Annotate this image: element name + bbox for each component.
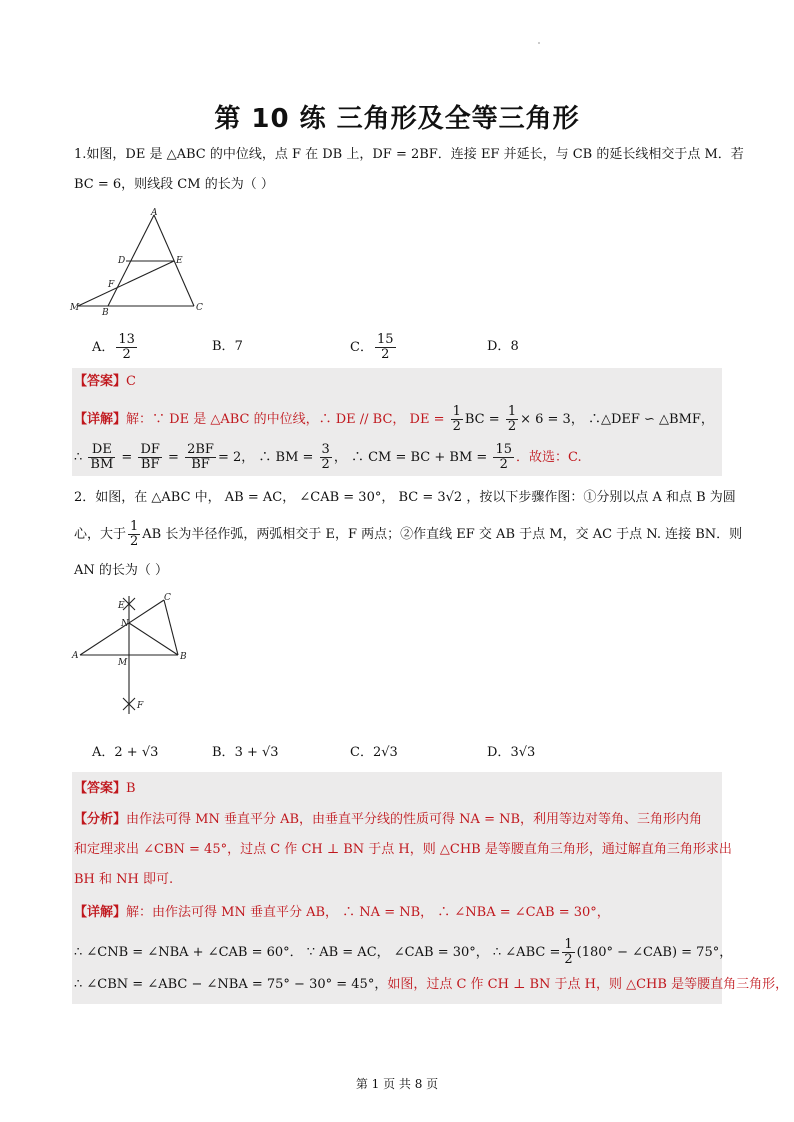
q2-analysis-line3: BH 和 NH 即可. bbox=[74, 872, 174, 887]
q1-answer: 【答案】C bbox=[74, 374, 136, 389]
q1-line-em bbox=[78, 261, 174, 306]
q2-stem-line2: 心，大于 $\frac{1}{2}$ AB 长为半径作弧，两弧相交于 E，F 两点；②作直线 EF 交 AB 于点 M，交 AC 于点 N. 连接 BN．则 bbox=[74, 519, 743, 549]
q1-label-b: B bbox=[102, 308, 109, 318]
q1-label-f: F bbox=[108, 280, 115, 290]
q2-label-c: C bbox=[164, 593, 171, 603]
q2-figure bbox=[66, 588, 206, 722]
q1-figure bbox=[66, 206, 206, 318]
q1-label-c: C bbox=[196, 303, 203, 313]
q1-label-m: M bbox=[70, 303, 80, 313]
q2-detail-line2: ∴ ∠CNB = ∠NBA + ∠CAB = 60°． ∵ AB = AC， ∠CAB = 30°， ∴ ∠ABC = $\frac{1}{2}$ (180° − ∠CAB) = 75°， bbox=[74, 937, 733, 967]
page-title: 第 10 练 三角形及全等三角形 bbox=[214, 104, 580, 134]
q2-stem-line1: 2．如图，在 △ABC 中， AB = AC， ∠CAB = 30°， BC = 3√2 ，按以下步骤作图：①分别以点 A 和点 B 为圆 bbox=[74, 490, 736, 505]
q2-label-n: N bbox=[121, 619, 129, 629]
q1-option-c[interactable]: C． $\frac{15}{2}$ bbox=[350, 332, 394, 362]
q2-label-b: B bbox=[180, 652, 187, 662]
q1-label-d: D bbox=[118, 256, 126, 266]
page-footer: 第 1 页 共 8 页 bbox=[355, 1077, 439, 1091]
q2-label-m: M bbox=[118, 658, 128, 668]
q2-label-a: A bbox=[72, 651, 79, 661]
q1-label-e: E bbox=[176, 256, 183, 266]
q2-answer: 【答案】B bbox=[74, 781, 136, 796]
q1-stem-line2: BC = 6，则线段 CM 的长为（ ） bbox=[74, 177, 274, 192]
scan-dot bbox=[538, 42, 540, 44]
q2-option-b[interactable]: B．3 + √3 bbox=[212, 745, 279, 760]
q2-analysis-line2: 和定理求出 ∠CBN = 45°，过点 C 作 CH ⊥ BN 于点 H，则 △CHB 是等腰直角三角形，通过解直角三角形求出 bbox=[74, 842, 732, 857]
q2-option-c[interactable]: C．2√3 bbox=[350, 745, 398, 760]
q2-detail-line1: 【详解】解：由作法可得 MN 垂直平分 AB， ∴ NA = NB， ∴ ∠NBA = ∠CAB = 30°， bbox=[74, 905, 610, 920]
q2-analysis-line1: 【分析】由作法可得 MN 垂直平分 AB，由垂直平分线的性质可得 NA = NB，利用等边对等角、三角形内角 bbox=[74, 812, 703, 827]
q1-option-d[interactable]: D．8 bbox=[487, 339, 519, 354]
q2-label-f: F bbox=[137, 701, 144, 711]
q2-option-d[interactable]: D．3√3 bbox=[487, 745, 536, 760]
q2-stem-line3: AN 的长为（ ） bbox=[74, 563, 169, 578]
q1-option-b[interactable]: B．7 bbox=[212, 339, 243, 354]
q2-option-a[interactable]: A．2 + √3 bbox=[92, 745, 159, 760]
q2-detail-line3: ∴ ∠CBN = ∠ABC − ∠NBA = 75° − 30° = 45°，如图，过点 C 作 CH ⊥ BN 于点 H，则 △CHB 是等腰直角三角形， bbox=[74, 977, 789, 992]
q2-label-e: E bbox=[118, 601, 125, 611]
q1-detail-line1: 【详解】解：∵ DE 是 △ABC 的中位线，∴ DE // BC， DE = $\frac{1}{2}$ BC = $\frac{1}{2}$ × 6 = 3， ∴△DEF ∽ △BMF， bbox=[74, 404, 714, 434]
q1-option-a[interactable]: A． $\frac{13}{2}$ bbox=[92, 332, 135, 362]
q1-label-a: A bbox=[151, 208, 158, 218]
q1-detail-line2: ∴ $\frac{DE}{BM}$ = $\frac{DF}{BF}$ = $\frac{2BF}{BF}$ = 2， ∴ BM = $\frac{3}{2}$ ， ∴ CM = BC + BM = $\frac{15}{2}$ ．故选：C. bbox=[74, 442, 582, 472]
q1-stem-line1: 1.如图，DE 是 △ABC 的中位线，点 F 在 DB 上，DF = 2BF．连接 EF 并延长，与 CB 的延长线相交于点 M．若 bbox=[74, 147, 744, 162]
